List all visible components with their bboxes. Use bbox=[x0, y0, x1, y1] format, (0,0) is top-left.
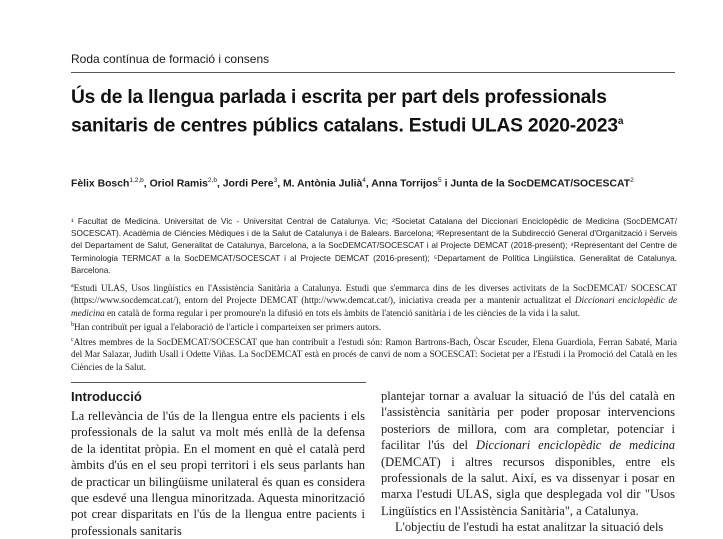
footnote-italic: Diccionari enciclopèdic de medicina bbox=[71, 295, 677, 318]
article-title bbox=[71, 86, 681, 138]
footnotes bbox=[71, 280, 677, 373]
title-text: Ús de la llengua parlada i escrita per part dels professionals sanitaris de centres públics catalans. Estudi ULAS 2020-2023 bbox=[71, 87, 618, 137]
intro-rule bbox=[71, 382, 366, 383]
footnote-c bbox=[71, 334, 677, 373]
author-affil-ref: 5 bbox=[438, 177, 442, 184]
section-label: Roda contínua de formació i consens bbox=[71, 52, 270, 66]
author-name: Anna Torrijos bbox=[371, 178, 439, 190]
footnote-text: Altres membres de la SocDEMCAT/SOCESCAT que han contribuït a l'estudi són: Ramon Bartrons-Bach, Òscar Escuder, Elena Guardiola, Ferran Sabaté, Maria del Mar Salazar, Judith Usall i Odette Viñas. La SocDEMCAT està en procés de canvi de nom a SOCESCAT: Societat per a l'Estudi i la Promoció del Català en les Ciències de la Salut. bbox=[71, 336, 677, 372]
intro-text: (DEMCAT) i altres recursos disponibles, entre els professionals de la salut. Així, es va dissenyar i posar en marxa l'estudi ULAS, sigla que desplegada vol dir "Usos Lingüístics en l'Assistència Sanitària", a Catalunya. bbox=[381, 454, 675, 518]
footnote-text: en català de forma regular i per promoure'n la difusió en tots els àmbits de l'atenció sanitària i de les ciències de la vida i la salut. bbox=[104, 307, 580, 318]
intro-paragraph: L'objectiu de l'estudi ha estat analitzar la situació dels bbox=[395, 520, 664, 535]
author-group: i Junta de la SocDEMCAT/SOCESCAT bbox=[444, 178, 631, 190]
author-affil-ref: 2 bbox=[630, 177, 634, 184]
author-name: M. Antònia Julià bbox=[282, 178, 363, 190]
author-list: Fèlix Bosch$^{1,2,b}$, Oriol Ramis$^{2,b}$, Jordi Pere$^3$, M. Antònia Julià$^4$, Anna Torrijos$^5$ i Junta de la SocDEMCAT/SOCESCAT$^2$ bbox=[71, 177, 634, 190]
author-name: Oriol Ramis bbox=[149, 178, 208, 190]
author-affil-ref: 1,2,b bbox=[129, 177, 144, 184]
intro-heading: Introducció bbox=[71, 389, 142, 404]
author-name: Fèlix Bosch bbox=[71, 178, 130, 190]
footnote-text: Estudi ULAS, Usos lingüístics en l'Assistència Sanitària a Catalunya. Estudi que s'emmarca dins de les diverses activitats de la SocDEMCAT/ SOCESCAT (https://www.socdemcat.cat/), entorn del Projecte DEMCAT (http://www.demcat.cat/), iniciativa creada per a mantenir actualitzat el bbox=[71, 283, 677, 306]
intro-column-right bbox=[381, 388, 675, 536]
author-affil-ref: 2,b bbox=[207, 177, 217, 184]
footnote-a bbox=[71, 280, 677, 319]
intro-text: plantejar tornar a avaluar la situació de l'ús del català en l'assistència sanitària per poder proposar intervencions posteriors de millora, com ara completar, potenciar i facilitar l'ús del bbox=[381, 389, 675, 453]
intro-paragraph: La rellevància de l'ús de la llengua entre els pacients i els professionals de la salut va molt més enllà de la defensa de la identitat pròpia. En el moment en què el català perd àmbits d'ús en el seu propi territori i els seus parlants han de practicar un bilingüisme unilateral és quan es considera que esdevé una llengua minoritzada. Aquesta minorització pot crear disparitats en l'ús de la llengua entre pacients i professionals sanitaris bbox=[71, 409, 365, 538]
header-rule bbox=[71, 72, 675, 73]
title-note-mark: a bbox=[617, 116, 624, 127]
footnote-text: Han contribuït per igual a l'elaboració de l'article i comparteixen ser primers autors. bbox=[74, 322, 382, 333]
affiliations: ¹ Facultat de Medicina. Universitat de Vic - Universitat Central de Catalunya. Vic; ²Societat Catalana del Diccionari Enciclopèdic de Medicina (SocDEMCAT/ SOCESCAT). Acadèmia de Ciències Mèdiques i de la Salut de Catalunya i de Balears. Barcelona; ³Representant de la Subdirecció General d'Organització i Serveis del Departament de Salut, Generalitat de Catalunya, Barcelona, a la SocDEMCAT/SOCESCAT i al Projecte DEMCAT (2018-present); ⁴Representant del Centre de Terminologia TERMCAT a la SocDEMCAT/SOCESCAT i al Projecte DEMCAT (2016-present); ⁵Departament de Política Lingüística. Generalitat de Catalunya. Barcelona. bbox=[71, 216, 677, 275]
footnote-b bbox=[71, 319, 677, 333]
intro-column-left bbox=[71, 408, 365, 539]
author-affil-ref: 3 bbox=[273, 177, 278, 184]
intro-italic: Diccionari enciclopèdic de medicina bbox=[476, 438, 675, 453]
author-name: Jordi Pere bbox=[222, 178, 274, 190]
intro-paragraph bbox=[381, 388, 675, 519]
footnote-mark: a bbox=[71, 283, 74, 289]
author-affil-ref: 4 bbox=[362, 177, 366, 184]
footnote-mark: c bbox=[71, 336, 74, 343]
footnote-mark: b bbox=[71, 322, 74, 329]
